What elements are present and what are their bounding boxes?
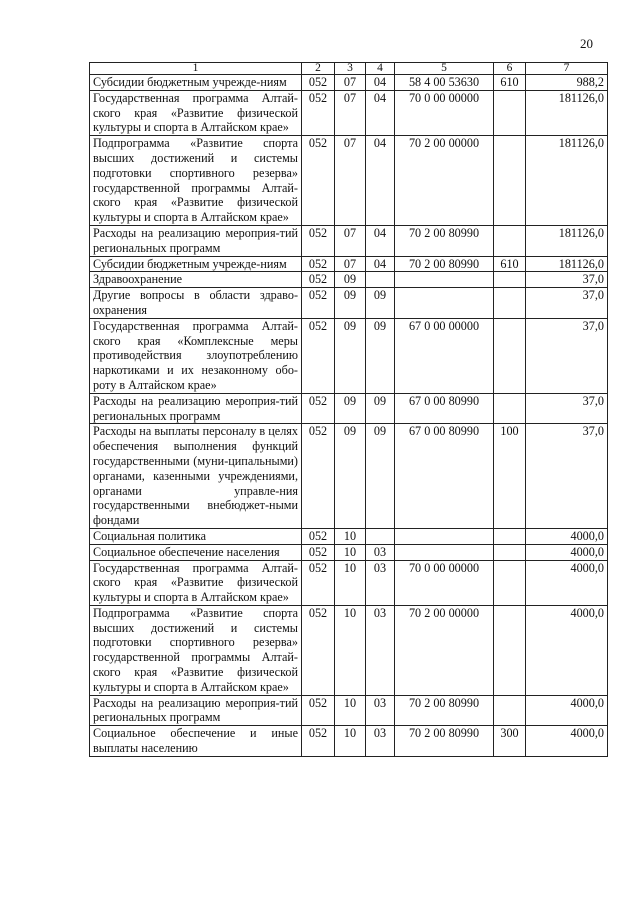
row-name: Государственная программа Алтай-ского края «Развитие физической культуры и спорта в Алтайском крае» [90, 90, 302, 135]
row-section-code: 10 [335, 726, 366, 757]
row-amount: 181126,0 [526, 90, 608, 135]
column-header: 7 [526, 63, 608, 75]
row-expense-type [494, 393, 526, 424]
table-row [90, 560, 608, 605]
budget-table [89, 62, 608, 757]
row-amount: 4000,0 [526, 695, 608, 726]
table-row [90, 75, 608, 91]
row-name: Социальное обеспечение и иные выплаты населению [90, 726, 302, 757]
row-section-code: 07 [335, 75, 366, 91]
row-ministry-code: 052 [302, 75, 335, 91]
row-ministry-code: 052 [302, 424, 335, 529]
row-expense-type: 610 [494, 256, 526, 272]
row-ministry-code: 052 [302, 544, 335, 560]
row-target-article: 67 0 00 80990 [395, 424, 494, 529]
row-target-article: 67 0 00 80990 [395, 393, 494, 424]
row-ministry-code: 052 [302, 695, 335, 726]
row-target-article: 70 0 00 00000 [395, 560, 494, 605]
row-ministry-code: 052 [302, 560, 335, 605]
row-target-article [395, 288, 494, 319]
table-row [90, 90, 608, 135]
row-target-article [395, 544, 494, 560]
row-subsection-code: 04 [366, 225, 395, 256]
row-expense-type [494, 288, 526, 319]
table-row [90, 726, 608, 757]
row-name: Субсидии бюджетным учрежде-ниям [90, 75, 302, 91]
column-header: 3 [335, 63, 366, 75]
row-target-article [395, 528, 494, 544]
row-subsection-code [366, 528, 395, 544]
row-expense-type [494, 544, 526, 560]
row-name: Государственная программа Алтай-ского края «Комплексные меры противодействия злоупотреблению наркотиками и их незаконному обо-роту в Алтайском крае» [90, 318, 302, 393]
row-ministry-code: 052 [302, 605, 335, 695]
row-expense-type: 100 [494, 424, 526, 529]
row-target-article: 70 0 00 00000 [395, 90, 494, 135]
row-expense-type: 610 [494, 75, 526, 91]
row-subsection-code: 03 [366, 605, 395, 695]
row-subsection-code: 09 [366, 288, 395, 319]
row-target-article [395, 272, 494, 288]
table-row [90, 288, 608, 319]
row-ministry-code: 052 [302, 726, 335, 757]
row-section-code: 09 [335, 288, 366, 319]
table-row [90, 272, 608, 288]
row-amount: 37,0 [526, 288, 608, 319]
row-target-article: 70 2 00 00000 [395, 136, 494, 226]
table-row [90, 544, 608, 560]
column-header: 5 [395, 63, 494, 75]
column-header: 4 [366, 63, 395, 75]
row-target-article: 70 2 00 00000 [395, 605, 494, 695]
row-target-article: 67 0 00 00000 [395, 318, 494, 393]
row-subsection-code [366, 272, 395, 288]
row-name: Другие вопросы в области здраво-охранения [90, 288, 302, 319]
column-header: 1 [90, 63, 302, 75]
table-row [90, 256, 608, 272]
row-section-code: 10 [335, 605, 366, 695]
row-subsection-code: 03 [366, 544, 395, 560]
row-section-code: 10 [335, 544, 366, 560]
row-ministry-code: 052 [302, 136, 335, 226]
row-section-code: 07 [335, 90, 366, 135]
table-row [90, 528, 608, 544]
row-section-code: 10 [335, 528, 366, 544]
row-ministry-code: 052 [302, 288, 335, 319]
row-amount: 37,0 [526, 393, 608, 424]
row-amount: 988,2 [526, 75, 608, 91]
row-name: Подпрограмма «Развитие спорта высших достижений и системы подготовки спортивного резерва» государственной программы Алтай-ского края «Развитие физической культуры и спорта в Алтайском крае» [90, 136, 302, 226]
row-amount: 181126,0 [526, 136, 608, 226]
row-name: Субсидии бюджетным учрежде-ниям [90, 256, 302, 272]
page-number: 20 [580, 36, 593, 51]
table-row [90, 318, 608, 393]
row-name: Государственная программа Алтай-ского края «Развитие физической культуры и спорта в Алтайском крае» [90, 560, 302, 605]
row-expense-type [494, 695, 526, 726]
row-expense-type [494, 90, 526, 135]
row-subsection-code: 03 [366, 560, 395, 605]
row-section-code: 09 [335, 318, 366, 393]
row-expense-type [494, 528, 526, 544]
row-subsection-code: 09 [366, 424, 395, 529]
row-section-code: 09 [335, 393, 366, 424]
row-ministry-code: 052 [302, 90, 335, 135]
column-header: 2 [302, 63, 335, 75]
column-header: 6 [494, 63, 526, 75]
table-row [90, 225, 608, 256]
row-amount: 181126,0 [526, 225, 608, 256]
row-amount: 37,0 [526, 318, 608, 393]
row-name: Здравоохранение [90, 272, 302, 288]
row-ministry-code: 052 [302, 256, 335, 272]
row-name: Социальное обеспечение населения [90, 544, 302, 560]
row-name: Расходы на реализацию мероприя-тий региональных программ [90, 225, 302, 256]
row-target-article: 70 2 00 80990 [395, 225, 494, 256]
row-target-article: 58 4 00 53630 [395, 75, 494, 91]
row-subsection-code: 03 [366, 695, 395, 726]
row-amount: 37,0 [526, 424, 608, 529]
row-ministry-code: 052 [302, 528, 335, 544]
table-row [90, 424, 608, 529]
row-name: Расходы на выплаты персоналу в целях обеспечения выполнения функций государственными (муни-ципальными) органами, казенными учреждениями, органами управле-ния государственными внебюджет-ными фондами [90, 424, 302, 529]
row-amount: 37,0 [526, 272, 608, 288]
row-amount: 181126,0 [526, 256, 608, 272]
row-ministry-code: 052 [302, 318, 335, 393]
row-ministry-code: 052 [302, 272, 335, 288]
row-name: Социальная политика [90, 528, 302, 544]
row-subsection-code: 03 [366, 726, 395, 757]
row-amount: 4000,0 [526, 544, 608, 560]
table-row [90, 136, 608, 226]
row-expense-type [494, 560, 526, 605]
row-section-code: 07 [335, 225, 366, 256]
row-section-code: 09 [335, 272, 366, 288]
row-target-article: 70 2 00 80990 [395, 695, 494, 726]
row-name: Расходы на реализацию мероприя-тий региональных программ [90, 393, 302, 424]
row-name: Подпрограмма «Развитие спорта высших достижений и системы подготовки спортивного резерва» государственной программы Алтай-ского края «Развитие физической культуры и спорта в Алтайском крае» [90, 605, 302, 695]
row-subsection-code: 09 [366, 393, 395, 424]
row-ministry-code: 052 [302, 225, 335, 256]
row-amount: 4000,0 [526, 560, 608, 605]
row-target-article: 70 2 00 80990 [395, 256, 494, 272]
row-section-code: 07 [335, 136, 366, 226]
row-expense-type [494, 318, 526, 393]
table-row [90, 393, 608, 424]
row-expense-type [494, 225, 526, 256]
row-section-code: 10 [335, 695, 366, 726]
row-section-code: 10 [335, 560, 366, 605]
row-subsection-code: 04 [366, 75, 395, 91]
row-amount: 4000,0 [526, 726, 608, 757]
row-target-article: 70 2 00 80990 [395, 726, 494, 757]
row-section-code: 07 [335, 256, 366, 272]
row-subsection-code: 04 [366, 136, 395, 226]
row-ministry-code: 052 [302, 393, 335, 424]
row-expense-type [494, 272, 526, 288]
row-subsection-code: 09 [366, 318, 395, 393]
row-subsection-code: 04 [366, 90, 395, 135]
table-row [90, 695, 608, 726]
row-expense-type [494, 605, 526, 695]
row-expense-type [494, 136, 526, 226]
row-amount: 4000,0 [526, 528, 608, 544]
table-row [90, 605, 608, 695]
header-row [90, 63, 608, 75]
row-amount: 4000,0 [526, 605, 608, 695]
row-section-code: 09 [335, 424, 366, 529]
row-subsection-code: 04 [366, 256, 395, 272]
row-expense-type: 300 [494, 726, 526, 757]
row-name: Расходы на реализацию мероприя-тий региональных программ [90, 695, 302, 726]
